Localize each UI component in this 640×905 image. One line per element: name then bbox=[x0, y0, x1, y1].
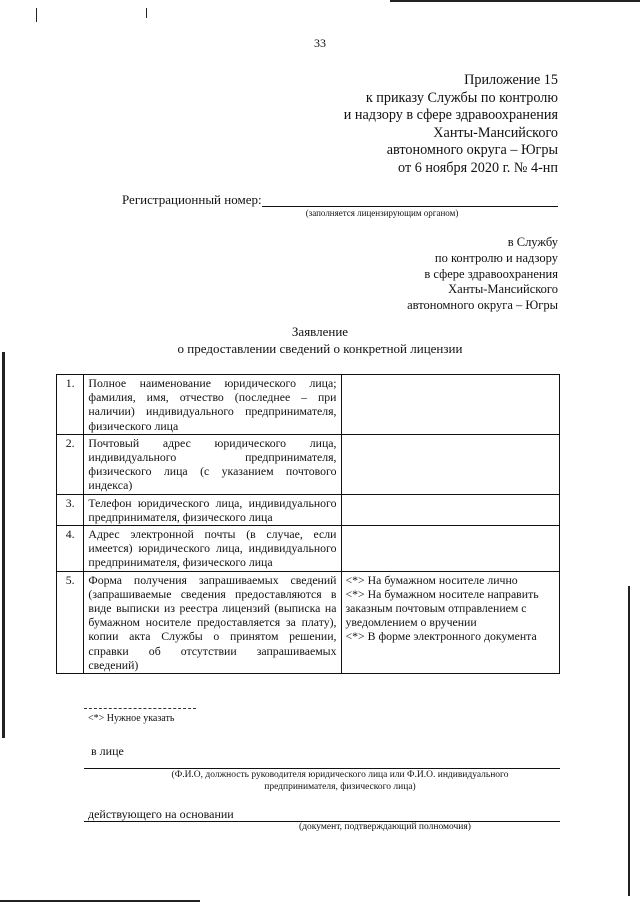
delivery-options bbox=[341, 571, 560, 673]
footnote-divider bbox=[84, 708, 196, 709]
row-value-field[interactable] bbox=[341, 526, 560, 572]
recipient-line: в сфере здравоохранения bbox=[424, 266, 558, 281]
option-electronic[interactable]: <*> В форме электронного документа bbox=[345, 629, 537, 644]
appendix-line: и надзору в сфере здравоохранения bbox=[343, 107, 558, 124]
scan-artifact-top-line bbox=[390, 0, 640, 2]
application-table bbox=[56, 374, 560, 674]
recipient-line: Ханты-Мансийского bbox=[448, 282, 558, 297]
representative-note: (Ф.И.О, должность руководителя юридического лица или Ф.И.О. индивидуального предпринимателя, физического лица) bbox=[171, 770, 509, 792]
appendix-line: к приказу Службы по контролю bbox=[365, 89, 558, 106]
row-label: Полное наименование юридического лица; фамилия, имя, отчество (последнее – при наличии) индивидуального предпринимателя, физического лица bbox=[84, 375, 341, 435]
document-subtitle: о предоставлении сведений о конкретной лицензии bbox=[177, 340, 463, 356]
scan-artifact-left-mark bbox=[36, 8, 37, 22]
table-row bbox=[57, 494, 560, 525]
document-title-line: Заявление bbox=[291, 324, 349, 339]
row-number: 3. bbox=[57, 494, 84, 525]
table-row bbox=[57, 375, 560, 435]
recipient-line: в Службу bbox=[507, 235, 558, 249]
in-person-label: в лице bbox=[91, 744, 124, 758]
appendix-line: Ханты-Мансийского bbox=[433, 124, 558, 141]
footnote: <*> Нужное указать bbox=[88, 713, 175, 724]
appendix-line: автономного округа – Югры bbox=[386, 142, 558, 159]
recipient-line: автономного округа – Югры bbox=[407, 298, 558, 313]
option-paper-in-person[interactable]: <*> На бумажном носителе лично bbox=[345, 572, 518, 587]
row-label: Телефон юридического лица, индивидуального предпринимателя, физического лица bbox=[84, 494, 341, 525]
row-number: 5. bbox=[57, 571, 84, 673]
scan-artifact-mark bbox=[146, 8, 147, 18]
registration-number-field[interactable] bbox=[262, 206, 558, 207]
table-row bbox=[57, 571, 560, 673]
row-value-field[interactable] bbox=[341, 375, 560, 435]
row-label: Адрес электронной почты (в случае, если имеется) юридического лица, индивидуального предпринимателя, физического лица bbox=[84, 526, 341, 572]
appendix-line: от 6 ноября 2020 г. № 4-нп bbox=[398, 159, 558, 176]
scan-artifact-right-bar bbox=[628, 586, 630, 896]
row-number: 1. bbox=[57, 375, 84, 435]
row-number: 2. bbox=[57, 434, 84, 494]
page-number: 33 bbox=[314, 36, 326, 50]
document-title bbox=[0, 324, 640, 357]
row-value-field[interactable] bbox=[341, 434, 560, 494]
appendix-line: Приложение 15 bbox=[464, 72, 558, 88]
table-row bbox=[57, 434, 560, 494]
row-number: 4. bbox=[57, 526, 84, 572]
acting-basis-label: действующего на основании bbox=[88, 807, 234, 821]
table-row bbox=[57, 526, 560, 572]
scan-artifact-left-bar bbox=[2, 352, 5, 738]
recipient-block bbox=[298, 235, 558, 314]
registration-note: (заполняется лицензирующим органом) bbox=[305, 208, 459, 218]
recipient-line: по контролю и надзору bbox=[434, 250, 558, 265]
row-label: Почтовый адрес юридического лица, индивидуального предпринимателя, физического лица (с указанием почтового индекса) bbox=[84, 434, 341, 494]
row-label: Форма получения запрашиваемых сведений (запрашиваемые сведения предоставляются в виде выписки из реестра лицензий (выписка на бумажном носителе предоставляется за плату), копии акта Службы о принятом решении, справки об отсутствии запрашиваемых сведений) bbox=[84, 571, 341, 673]
authority-document-note: (документ, подтверждающий полномочия) bbox=[299, 822, 471, 832]
option-paper-by-mail[interactable]: <*> На бумажном носителе направить заказным почтовым отправлением с уведомлением о вручении bbox=[345, 586, 539, 630]
appendix-header bbox=[218, 72, 558, 178]
scan-artifact-bottom-line bbox=[0, 900, 200, 902]
row-value-field[interactable] bbox=[341, 494, 560, 525]
registration-label: Регистрационный номер: bbox=[122, 192, 262, 207]
